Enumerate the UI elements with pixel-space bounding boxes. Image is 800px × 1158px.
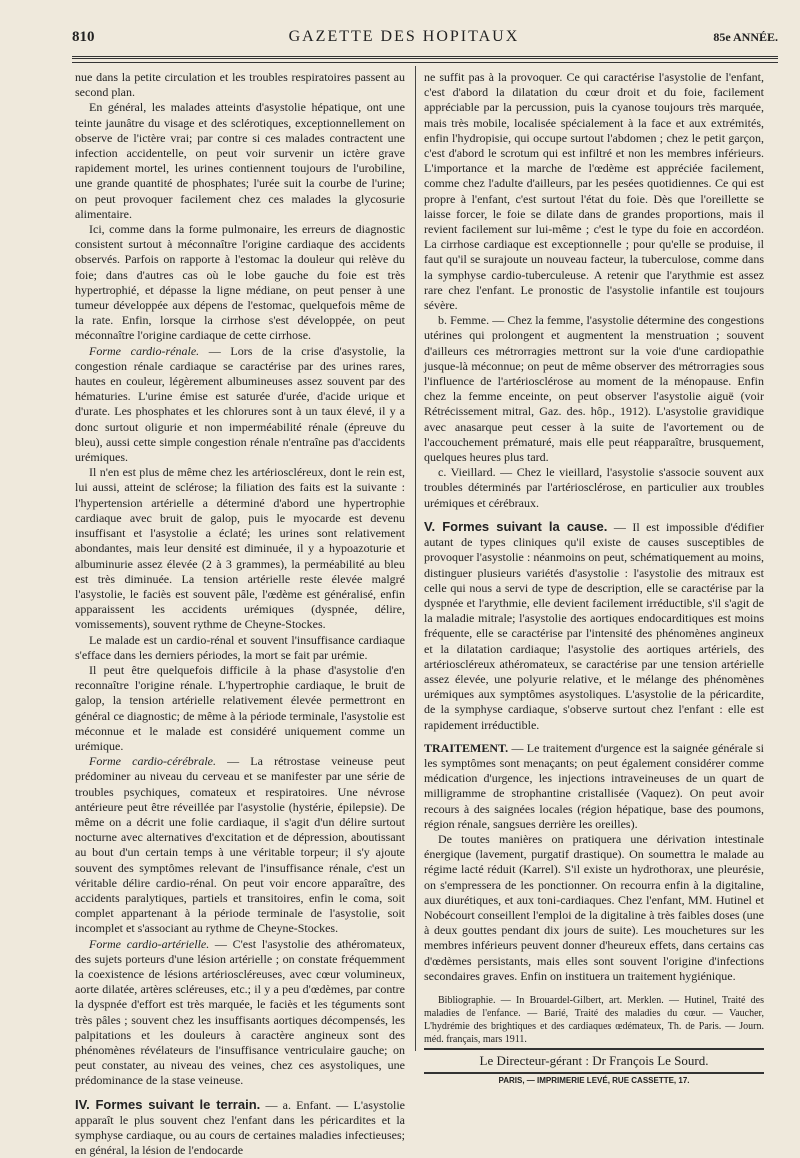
page-number: 810 xyxy=(72,29,95,45)
left-column xyxy=(75,70,405,1158)
paragraph: c. Vieillard. — Chez le vieillard, l'asystolie s'associe souvent aux troubles déterminés par l'artériosclérose, en particulier aux troubles urémiques et cérébraux. xyxy=(424,465,764,510)
paragraph-text: — La rétrostase veineuse peut prédominer au niveau du cerveau et se manifester par une série de troubles psychiques, comateux et respiratoires. Une névrose antérieure peut être réveillée par l'asystolie (hystérie, épilepsie). De même on a décrit une folie cardiaque, il s'agit d'un délire surtout nocturne avec alternatives d'excitation et de dépression, aboutissant au bout d'un certain temps à une véritable torpeur; il s'y ajoute souvent des symptômes relevant de l'insuffisance rénale, c'est un véritable délire cardio-rénal. On peut voir encore apparaître, des accidents paralytiques, partiels et transitoires, enfin le coma, soit complet appartenant à la période terminale de l'asystolie, soit incomplet et s'associant au rythme de Cheyne-Stockes. xyxy=(75,754,405,936)
column-divider xyxy=(415,66,416,1051)
section-title: TRAITEMENT. xyxy=(424,740,509,755)
paragraph: Ici, comme dans la forme pulmonaire, les erreurs de diagnostic consistent surtout à méconnaître l'origine cardiaque des accidents observés. Parfois on rapporte à l'estomac la douleur qui relève du foie; dans d'autres cas où le lobe gauche du foie est très hypertrophié, et dépasse la ligne médiane, on peut penser à une tumeur développée aux dépens de l'estomac, quelquefois même de la rate. Enfin, lorsque la cirrhose s'est développée, on peut méconnaître l'origine cardiaque de cette cirrhose. xyxy=(75,222,405,343)
paragraph-text: — Le traitement d'urgence est la saignée générale si les symptômes sont menaçants; on peut également considérer comme médication d'urgence, les injections intraveineuses de un quart de milligramme de strophantine cristallisée (Vaquez). On peut avoir recours à des saignées locales (région hépatique, base des poumons, région rénale, sangsues derrière les oreilles). xyxy=(424,740,764,831)
paragraph-text: — C'est l'asystolie des athéromateux, des sujets porteurs d'une lésion artérielle ; on constate fréquemment la coexistence de lésions artérioscléreuses, avec cœur volumineux, aorte dilatée, artères scléreuses, etc.; il y a peu d'œdèmes, par contre la dyspnée d'effort est très marquée, le faciès et les téguments sont très pâles ; souvent chez les insuffisants aortiques décompensés, les palpitations et les douleurs à caractère angineux sont des phénomènes révélateurs de l'insuffisance ventriculaire gauche; on peut constater, au niveau des veines, chez ces asystoliques, une prédominance de la stase veineuse. xyxy=(75,936,405,1088)
section xyxy=(424,519,764,733)
paragraph: b. Femme. — Chez la femme, l'asystolie détermine des congestions utérines qui prolongent et augmentent la menstruation ; souvent d'ailleurs ces métrorragies mettront sur la voie d'une cardiopathie jusque-là méconnue; on peut de même observer des métrorragies sous l'influence de l'artériosclérose au moment de la ménopause. Enfin chez la femme enceinte, on peut observer l'asystolie aiguë (voir Rétrécissement mitral, Gaz. des. hôp., 1912). L'asystolie gravidique avec anasarque peut cesser à la suite de l'avortement ou de l'accouchement prématuré, mais elle peut réapparaître, brusquement, quelques heures plus tard. xyxy=(424,313,764,465)
director-line: Le Directeur-gérant : Dr François Le Sourd. xyxy=(424,1048,764,1074)
paragraph-text: — Il est impossible d'édifier autant de types cliniques qu'il existe de causes susceptibles de provoquer l'asystolie : néanmoins on peut, schématiquement au moins, distinguer plusieurs variétés d'asystolie : l'asystolie des mitraux est celle qui nous a servi de type de description, elle se caractérise par la dyspnée et l'arythmie, elle devient facilement irréductible, s'il s'agit de la maladie mitrale; l'asystolie des aortiques endocarditiques est moins fréquente, elle se caractérise par l'intensité des phénomènes angineux et la dilatation cardiaque; l'asystolie des aortiques artériels, des artérioscléreux athéromateux, se caractérise par une tension artérielle assez élevée, une polyurie relative, et le mélange des phénomènes urémiques aux symptômes asystoliques. L'asystolie de la péricardite, de la symphyse cardiaque, s'observe surtout chez l'enfant : elle est rapidement irréductible. xyxy=(424,519,764,732)
right-column xyxy=(424,70,764,1046)
paragraph: ne suffit pas à la provoquer. Ce qui caractérise l'asystolie de l'enfant, c'est d'abord la dilatation du cœur droit et du foie, facilement appréciable par la percussion, puis la cyanose toujours très marquée, mais très mobile, localisée spécialement à la face et aux extrémités, enfin l'hydropisie, qui occupe surtout l'abdomen ; chez le petit garçon, c'est d'abord le scrotum qui est infiltré et non les membres inférieurs. L'importance et la marche de l'œdème est appréciée facilement, comme chez l'adulte d'ailleurs, par les pesées quotidiennes. Ce qui est propre à l'enfant, c'est surtout l'état du foie. Dès que l'oreillette se laisse forcer, le foie se dilate dans de grandes proportions, mais il revient facilement sur lui-même ; c'est le type du foie en accordéon. La cirrhose cardiaque est exceptionnelle ; pour qu'elle se produise, il faut qu'il se surajoute un nouveau facteur, la tuberculose, comme dans la symphyse cardio-tuberculeuse. A retenir que l'arythmie est assez rare chez l'enfant. Le pronostic de l'asystolie infantile est toujours sévère. xyxy=(424,70,764,313)
bibliography: Bibliographie. — In Brouardel-Gilbert, art. Merklen. — Hutinel, Traité des maladies de l'enfance. — Barié, Traité des maladies du cœur. — Vaucher, L'hydrémie des brightiques et des cardiaques œdémateux, Th. de Paris. — Journ. méd. français, mars 1911. xyxy=(424,994,764,1045)
paragraph-text: — Lors de la crise d'asystolie, la congestion rénale cardiaque se caractérise par des urines rares, hautes en couleur, légèrement albumineuses assez souvent par des hématuries. L'urine émise est saturée d'urée, d'acide urique et d'urate. Les phosphates et les chlorures sont à un taux élevé, il y a donc surtout oligurie et non imperméabilité rénale (épreuve du bleu), aussi cette simple congestion rénale n'entraîne pas d'accidents urémiques. xyxy=(75,343,405,465)
paragraph: De toutes manières on pratiquera une dérivation intestinale énergique (lavement, purgatif drastique). On soumettra le malade au régime lacté réduit (Karrel). S'il existe un hydrothorax, une pleurésie, on s'empressera de les ponctionner. On recourra enfin à la digitaline, aux diurétiques, et aux toni-cardiaques. Chez l'enfant, MM. Hutinel et Nobécourt conseillent l'emploi de la digitaline à très faibles doses (une à deux gouttes pendant dix jours de suite). Les mouchetures sur les membres inférieurs peuvent donner d'heureux effets, dans certains cas d'œdèmes persistants, mais elles sont souvent l'origine d'infections secondaires graves. Enfin on instituera un traitement hygiénique. xyxy=(424,831,764,983)
page-header xyxy=(72,28,778,54)
subsection-title: Forme cardio-cérébrale. xyxy=(89,754,216,769)
year-label: 85e ANNÉE. xyxy=(713,30,778,44)
paragraph: Le malade est un cardio-rénal et souvent l'insuffisance cardiaque s'efface dans les derniers périodes, la mort se fait par urémie. xyxy=(75,632,405,662)
header-rule xyxy=(72,56,778,59)
paragraph: nue dans la petite circulation et les troubles respiratoires passent au second plan. xyxy=(75,70,405,100)
subsection-title: Forme cardio-artérielle. xyxy=(89,936,210,951)
paragraph: En général, les malades atteints d'asystolie hépatique, ont une teinte jaunâtre du visage et des sclérotiques, exceptionnellement on observe de l'ictère vrai; par contre si ces malades contractent une infection accidentelle, on peut voir survenir un ictère grave rapidement mortel, les urines contiennent toujours de l'urobiline, une grande quantité de phosphates; l'urée suit la courbe de l'urine; on peut provoquer facilement chez ces malades la glycosurie alimentaire. xyxy=(75,100,405,221)
paragraph xyxy=(75,937,405,1089)
section-title: IV. Formes suivant le terrain. xyxy=(75,1096,261,1112)
journal-title: GAZETTE DES HOPITAUX xyxy=(288,28,520,45)
header-rule-thin xyxy=(72,62,778,63)
paragraph xyxy=(75,344,405,466)
section xyxy=(75,1097,405,1158)
paragraph: Il peut être quelquefois difficile à la phase d'asystolie d'en reconnaître l'origine rénale. L'hypertrophie cardiaque, le bruit de galop, la tension artérielle relativement élevée permettront en général ce diagnostic; de même à la période terminale, l'asystolie est méconnue et le malade est considéré uniquement comme un urémique. xyxy=(75,662,405,753)
section-title: V. Formes suivant la cause. xyxy=(424,518,608,534)
section xyxy=(424,741,764,832)
paragraph: Il n'en est plus de même chez les artérioscléreux, dont le rein est, lui aussi, atteint de sclérose; la filiation des faits est la suivante : l'hypertension artérielle a déterminé d'abord une hypertrophie cardiaque avec bruit de galop, puis le myocarde est devenu insuffisant et l'asystolie a éclaté; les urines sont relativement abondantes, mais leur densité est diminuée, il y a hypoazoturie et albuminurie assez élevée (2 à 3 grammes), la perméabilité au bleu est très diminuée. La tension artérielle reste élevée malgré l'asystolie, le faciès est souvent pâle, l'œdème est généralisé, enfin apparaissent les accidents urémiques (dyspnée, délire, vomissements), souvent rythme de Cheyne-Stockes. xyxy=(75,465,405,632)
paragraph xyxy=(75,754,405,936)
subsection-title: Forme cardio-rénale. xyxy=(89,343,200,358)
paragraph-text: — a. Enfant. — L'asystolie apparaît le plus souvent chez l'enfant dans les péricardites et la symphyse cardiaque, ou au cours de certaines maladies infectieuses; en général, la lésion de l'endocarde xyxy=(75,1097,405,1158)
printer-line: PARIS, — IMPRIMERIE LEVÉ, RUE CASSETTE, 17. xyxy=(498,1076,690,1085)
